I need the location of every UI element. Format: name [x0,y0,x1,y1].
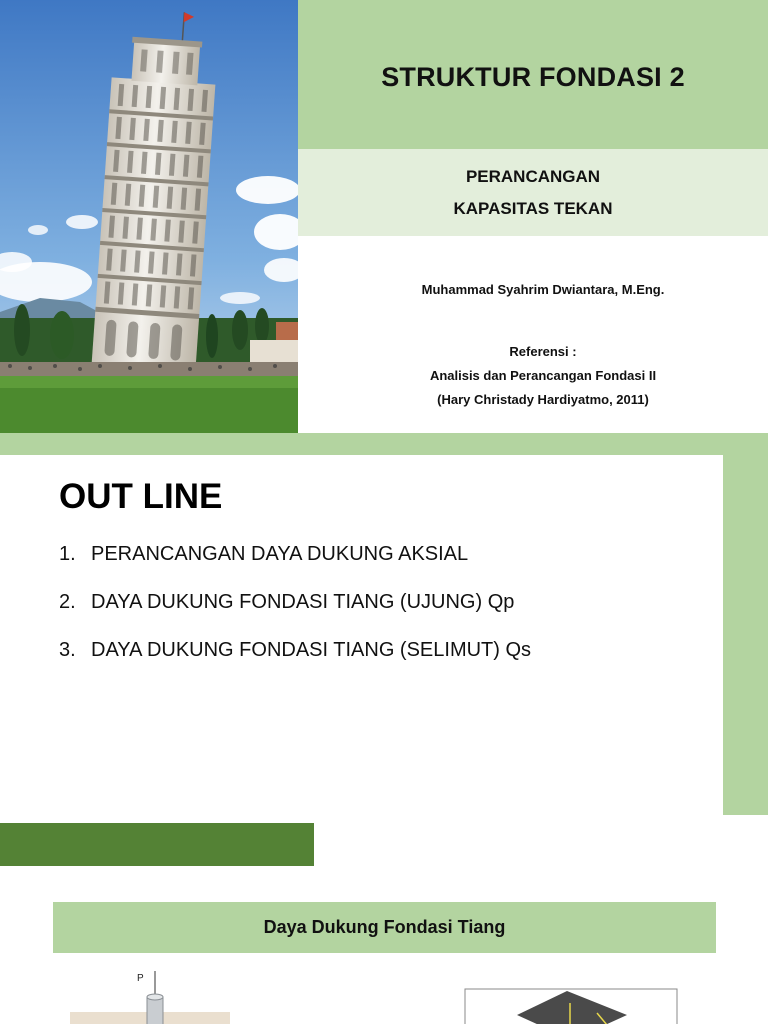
list-item-number: 2. [59,591,76,613]
list-item-text: DAYA DUKUNG FONDASI TIANG (SELIMUT) Qs [91,639,532,661]
subtitle-band [298,149,768,236]
subtitle-line-2: KAPASITAS TEKAN [453,198,613,218]
right-accent-bar [723,433,768,815]
list-item-text: DAYA DUKUNG FONDASI TIANG (UJUNG) Qp [91,591,515,613]
outline-heading: OUT LINE [59,477,223,516]
soil-wedge-diagram [462,985,682,1024]
slide-header-text: Daya Dukung Fondasi Tiang [263,917,506,937]
list-item-number: 1. [59,543,76,565]
list-item-text: PERANCANGAN DAYA DUKUNG AKSIAL [91,543,469,565]
reference-book-title: Analisis dan Perancangan Fondasi II [429,368,657,383]
outline-slide [0,433,768,867]
pile-capacity-slide [0,867,768,1024]
outline-list [59,543,531,687]
slide-header [53,902,716,953]
bottom-accent-bar [0,823,314,866]
list-item-number: 3. [59,639,76,661]
pile-diagram [65,967,235,1024]
presentation-title: STRUKTUR FONDASI 2 [381,61,685,92]
reference-block [298,340,768,412]
pile-load-label: P [137,973,144,984]
subtitle-line-1: PERANCANGAN [465,166,601,186]
list-item [59,543,531,591]
title-slide [0,0,768,433]
title-band [298,0,768,149]
reference-label: Referensi : [509,344,577,359]
author-name: Muhammad Syahrim Dwiantara, M.Eng. [421,282,665,297]
leaning-tower-photo [0,0,298,433]
list-item [59,639,531,687]
list-item [59,591,531,639]
top-accent-bar [0,433,768,455]
reference-author-year: (Hary Christady Hardiyatmo, 2011) [437,392,649,407]
